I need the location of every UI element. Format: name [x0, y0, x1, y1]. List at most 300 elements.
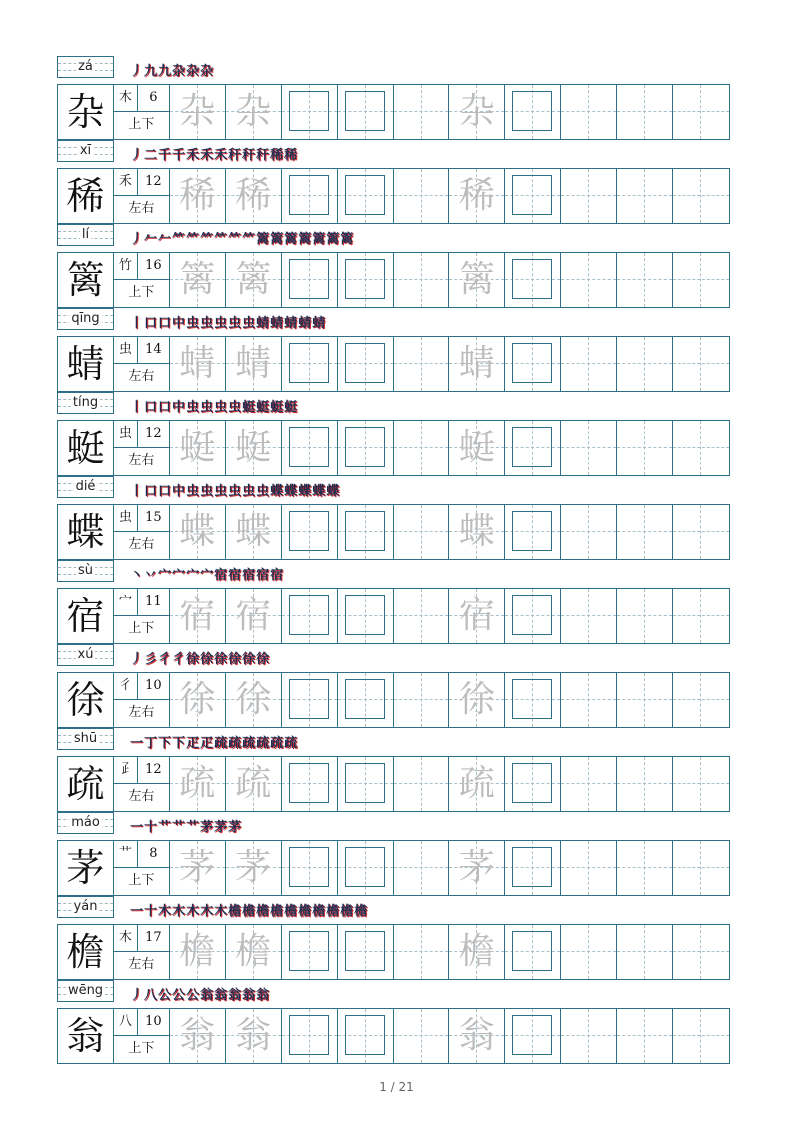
pinyin-text: tíng: [72, 395, 99, 410]
practice-cell[interactable]: [338, 589, 394, 643]
practice-cell[interactable]: [449, 253, 505, 307]
practice-cell[interactable]: [226, 421, 282, 475]
practice-cell[interactable]: [561, 1009, 617, 1063]
practice-cell[interactable]: [617, 589, 673, 643]
practice-cell[interactable]: [561, 841, 617, 895]
stroke-step: 艹: [158, 820, 172, 835]
pinyin-box: [57, 980, 114, 1002]
inner-box: [345, 679, 385, 719]
inner-box: [345, 175, 385, 215]
practice-cell[interactable]: [561, 925, 617, 979]
practice-cell[interactable]: [226, 1009, 282, 1063]
trace-character: 茅: [458, 847, 495, 888]
practice-cell[interactable]: [617, 421, 673, 475]
practice-cell[interactable]: [561, 589, 617, 643]
stroke-step: 疋: [200, 736, 214, 751]
character-info: [114, 589, 170, 643]
character-row: [57, 140, 730, 224]
stroke-count: 17: [138, 925, 169, 952]
inner-box: [512, 259, 552, 299]
practice-cell[interactable]: [226, 757, 282, 811]
main-character: 蜻: [58, 337, 114, 391]
stroke-step: 徐: [256, 652, 270, 667]
stroke-step: 蜻: [284, 316, 298, 331]
practice-cell[interactable]: [505, 925, 561, 979]
practice-cell[interactable]: [282, 505, 338, 559]
stroke-step: 蝶: [284, 484, 298, 499]
radical: 𤴔: [114, 757, 138, 784]
stroke-step: 杂: [186, 64, 200, 79]
inner-box: [289, 931, 329, 971]
practice-cell[interactable]: [673, 85, 729, 139]
stroke-step: 徐: [200, 652, 214, 667]
stroke-step: 虫: [186, 316, 200, 331]
stroke-step: 虫: [200, 484, 214, 499]
structure: 左右: [128, 705, 155, 720]
stroke-step: 篱: [270, 232, 284, 247]
trace-character: 稀: [458, 175, 495, 216]
stroke-step: 虫: [186, 484, 200, 499]
stroke-step: 中: [172, 400, 186, 415]
stroke-step: 茅: [228, 820, 242, 835]
inner-box: [512, 595, 552, 635]
stroke-step: 木: [186, 904, 200, 919]
practice-cell[interactable]: [226, 253, 282, 307]
practice-cell[interactable]: [449, 169, 505, 223]
practice-cell[interactable]: [282, 253, 338, 307]
practice-cell[interactable]: [449, 1009, 505, 1063]
trace-character: 蜻: [235, 343, 272, 384]
stroke-step: 禾: [186, 148, 200, 163]
inner-box: [289, 763, 329, 803]
practice-cell[interactable]: [338, 337, 394, 391]
stroke-step: 口: [158, 400, 172, 415]
trace-character: 稀: [179, 175, 216, 216]
pinyin-text: dié: [75, 479, 96, 494]
writing-grid: [57, 252, 730, 308]
practice-cell[interactable]: [394, 85, 450, 139]
stroke-step: 疏: [228, 736, 242, 751]
inner-box: [289, 595, 329, 635]
practice-cell[interactable]: [561, 169, 617, 223]
practice-cell[interactable]: [561, 673, 617, 727]
stroke-step: 徐: [214, 652, 228, 667]
practice-cell[interactable]: [338, 253, 394, 307]
inner-box: [289, 91, 329, 131]
practice-cell[interactable]: [338, 841, 394, 895]
practice-cell[interactable]: [617, 85, 673, 139]
stroke-step: 九: [158, 64, 172, 79]
practice-cell[interactable]: [505, 337, 561, 391]
trace-character: 宿: [179, 595, 216, 636]
practice-cell[interactable]: [617, 1009, 673, 1063]
character-row: [57, 560, 730, 644]
stroke-step: ⺮: [200, 232, 214, 247]
practice-cell[interactable]: [505, 85, 561, 139]
stroke-order: [130, 144, 297, 162]
inner-box: [345, 763, 385, 803]
practice-cell[interactable]: [170, 421, 226, 475]
stroke-count: 15: [138, 505, 169, 532]
pinyin-box: [57, 224, 114, 246]
practice-cell[interactable]: [561, 505, 617, 559]
practice-cell[interactable]: [617, 673, 673, 727]
practice-cell[interactable]: [170, 925, 226, 979]
inner-box: [289, 343, 329, 383]
trace-character: 徐: [235, 679, 272, 720]
character-row: [57, 812, 730, 896]
trace-character: 檐: [235, 931, 272, 972]
practice-cell[interactable]: [282, 337, 338, 391]
practice-cell[interactable]: [282, 1009, 338, 1063]
practice-cell[interactable]: [282, 85, 338, 139]
stroke-step: 口: [158, 484, 172, 499]
practice-cell[interactable]: [505, 757, 561, 811]
stroke-step: 口: [144, 400, 158, 415]
practice-cell[interactable]: [170, 169, 226, 223]
trace-character: 翁: [458, 1015, 495, 1056]
radical: 木: [114, 85, 138, 112]
practice-cell[interactable]: [338, 421, 394, 475]
inner-box: [512, 847, 552, 887]
radical: 艹: [114, 841, 138, 868]
stroke-step: 宿: [242, 568, 256, 583]
writing-grid: [57, 588, 730, 644]
practice-cell[interactable]: [338, 505, 394, 559]
character-row: [57, 224, 730, 308]
trace-character: 蝶: [458, 511, 495, 552]
stroke-step: 公: [172, 988, 186, 1003]
character-info: [114, 85, 170, 139]
main-character: 檐: [58, 925, 114, 979]
trace-character: 疏: [235, 763, 272, 804]
character-info: [114, 841, 170, 895]
stroke-count: 12: [138, 169, 169, 196]
pinyin-text: qīng: [71, 311, 100, 326]
practice-cell[interactable]: [673, 673, 729, 727]
stroke-step: 艹: [172, 820, 186, 835]
stroke-step: 丷: [144, 568, 158, 583]
stroke-order: [130, 900, 367, 918]
character-info: [114, 169, 170, 223]
practice-cell[interactable]: [505, 589, 561, 643]
practice-cell[interactable]: [226, 841, 282, 895]
stroke-step: 稀: [270, 148, 284, 163]
practice-cell[interactable]: [226, 673, 282, 727]
stroke-step: 虫: [200, 316, 214, 331]
practice-cell[interactable]: [673, 841, 729, 895]
practice-cell[interactable]: [561, 421, 617, 475]
trace-character: 蝶: [235, 511, 272, 552]
trace-character: 翁: [179, 1015, 216, 1056]
practice-cell[interactable]: [170, 85, 226, 139]
stroke-step: 徐: [186, 652, 200, 667]
practice-cell[interactable]: [617, 169, 673, 223]
practice-cell[interactable]: [170, 337, 226, 391]
practice-cell[interactable]: [449, 925, 505, 979]
practice-cell[interactable]: [338, 169, 394, 223]
stroke-step: ⺮: [228, 232, 242, 247]
stroke-step: 一: [130, 820, 144, 835]
writing-grid: [57, 756, 730, 812]
practice-cell[interactable]: [170, 253, 226, 307]
practice-cell[interactable]: [505, 253, 561, 307]
pinyin-box: [57, 392, 114, 414]
stroke-step: 千: [158, 148, 172, 163]
stroke-step: 宀: [186, 568, 200, 583]
practice-cell[interactable]: [617, 841, 673, 895]
practice-cell[interactable]: [449, 841, 505, 895]
stroke-count: 6: [138, 85, 169, 112]
practice-cell[interactable]: [394, 253, 450, 307]
stroke-step: 茅: [200, 820, 214, 835]
practice-cell[interactable]: [449, 337, 505, 391]
practice-cell[interactable]: [394, 169, 450, 223]
inner-box: [512, 343, 552, 383]
stroke-step: 虫: [228, 484, 242, 499]
inner-box: [289, 175, 329, 215]
practice-cell[interactable]: [170, 505, 226, 559]
inner-box: [512, 931, 552, 971]
practice-cell[interactable]: [561, 757, 617, 811]
practice-cell[interactable]: [338, 673, 394, 727]
inner-box: [289, 847, 329, 887]
stroke-step: 檐: [256, 904, 270, 919]
writing-grid: [57, 504, 730, 560]
pinyin-text: máo: [71, 815, 100, 830]
practice-cell[interactable]: [282, 589, 338, 643]
practice-cell[interactable]: [505, 1009, 561, 1063]
trace-character: 篱: [235, 259, 272, 300]
trace-character: 檐: [458, 931, 495, 972]
trace-character: 茅: [235, 847, 272, 888]
stroke-step: 禾: [200, 148, 214, 163]
stroke-step: 秆: [256, 148, 270, 163]
stroke-step: 丿: [130, 232, 144, 247]
stroke-step: 篱: [256, 232, 270, 247]
pinyin-text: yán: [73, 899, 98, 914]
writing-grid: [57, 1008, 730, 1064]
structure: 上下: [128, 285, 155, 300]
practice-cell[interactable]: [673, 253, 729, 307]
practice-cell[interactable]: [505, 673, 561, 727]
practice-cell[interactable]: [338, 757, 394, 811]
stroke-step: 檐: [326, 904, 340, 919]
practice-cell[interactable]: [394, 841, 450, 895]
stroke-count: 11: [138, 589, 169, 616]
stroke-step: 丿: [130, 64, 144, 79]
radical: 虫: [114, 421, 138, 448]
practice-cell[interactable]: [449, 505, 505, 559]
stroke-step: 𠂉: [144, 232, 158, 247]
trace-character: 徐: [458, 679, 495, 720]
practice-cell[interactable]: [226, 337, 282, 391]
inner-box: [512, 175, 552, 215]
practice-cell[interactable]: [394, 673, 450, 727]
radical: 虫: [114, 505, 138, 532]
stroke-step: 千: [172, 148, 186, 163]
practice-cell[interactable]: [170, 589, 226, 643]
practice-cell[interactable]: [282, 169, 338, 223]
practice-cell[interactable]: [226, 925, 282, 979]
practice-cell[interactable]: [673, 169, 729, 223]
practice-cell[interactable]: [226, 505, 282, 559]
practice-cell[interactable]: [282, 421, 338, 475]
practice-cell[interactable]: [505, 421, 561, 475]
practice-cell[interactable]: [338, 925, 394, 979]
practice-cell[interactable]: [394, 757, 450, 811]
practice-cell[interactable]: [282, 673, 338, 727]
practice-cell[interactable]: [394, 421, 450, 475]
structure: 左右: [128, 789, 155, 804]
character-info: [114, 505, 170, 559]
stroke-step: 翁: [200, 988, 214, 1003]
practice-cell[interactable]: [226, 169, 282, 223]
stroke-step: 疏: [256, 736, 270, 751]
practice-cell[interactable]: [673, 757, 729, 811]
trace-character: 杂: [458, 91, 495, 132]
stroke-step: ⺮: [172, 232, 186, 247]
practice-cell[interactable]: [617, 253, 673, 307]
pinyin-box: [57, 644, 114, 666]
practice-cell[interactable]: [394, 589, 450, 643]
practice-cell[interactable]: [617, 505, 673, 559]
practice-cell[interactable]: [449, 757, 505, 811]
trace-character: 檐: [179, 931, 216, 972]
inner-box: [512, 1015, 552, 1055]
trace-character: 篱: [179, 259, 216, 300]
stroke-step: 彡: [144, 652, 158, 667]
stroke-step: 二: [144, 148, 158, 163]
practice-cell[interactable]: [561, 337, 617, 391]
stroke-step: 蜻: [256, 316, 270, 331]
stroke-count: 16: [138, 253, 169, 280]
practice-cell[interactable]: [282, 757, 338, 811]
stroke-step: 蜓: [242, 400, 256, 415]
practice-cell[interactable]: [338, 1009, 394, 1063]
practice-cell[interactable]: [226, 589, 282, 643]
trace-character: 茅: [179, 847, 216, 888]
practice-cell[interactable]: [170, 1009, 226, 1063]
stroke-step: 蝶: [312, 484, 326, 499]
practice-cell[interactable]: [449, 85, 505, 139]
inner-box: [345, 931, 385, 971]
practice-cell[interactable]: [617, 925, 673, 979]
practice-cell[interactable]: [170, 841, 226, 895]
practice-cell[interactable]: [449, 673, 505, 727]
practice-cell[interactable]: [394, 925, 450, 979]
structure: 左右: [128, 537, 155, 552]
practice-cell[interactable]: [394, 1009, 450, 1063]
stroke-step: 一: [130, 904, 144, 919]
stroke-step: 下: [158, 736, 172, 751]
stroke-step: 蝶: [270, 484, 284, 499]
practice-cell[interactable]: [617, 337, 673, 391]
trace-character: 宿: [235, 595, 272, 636]
stroke-step: 下: [172, 736, 186, 751]
inner-box: [289, 259, 329, 299]
stroke-order: [130, 984, 269, 1002]
practice-cell[interactable]: [226, 85, 282, 139]
pinyin-text: xī: [79, 143, 92, 158]
radical: 宀: [114, 589, 138, 616]
practice-cell[interactable]: [338, 85, 394, 139]
character-row: [57, 728, 730, 812]
inner-box: [345, 427, 385, 467]
pinyin-box: [57, 728, 114, 750]
stroke-order: [130, 60, 213, 78]
practice-cell[interactable]: [505, 505, 561, 559]
stroke-order: [130, 648, 269, 666]
pinyin-text: wēng: [67, 983, 104, 998]
practice-cell[interactable]: [673, 925, 729, 979]
stroke-step: 蜻: [270, 316, 284, 331]
practice-cell[interactable]: [561, 85, 617, 139]
practice-cell[interactable]: [282, 841, 338, 895]
pinyin-text: xú: [77, 647, 94, 662]
stroke-step: 虫: [242, 316, 256, 331]
trace-character: 徐: [179, 679, 216, 720]
practice-cell[interactable]: [505, 169, 561, 223]
stroke-step: 虫: [214, 484, 228, 499]
practice-cell[interactable]: [561, 253, 617, 307]
main-character: 徐: [58, 673, 114, 727]
inner-box: [345, 595, 385, 635]
practice-cell[interactable]: [394, 337, 450, 391]
radical: 彳: [114, 673, 138, 700]
stroke-step: 丨: [130, 484, 144, 499]
inner-box: [345, 91, 385, 131]
practice-cell[interactable]: [170, 673, 226, 727]
main-character: 茅: [58, 841, 114, 895]
stroke-step: 蜻: [298, 316, 312, 331]
practice-cell[interactable]: [282, 925, 338, 979]
trace-character: 蜓: [235, 427, 272, 468]
main-character: 翁: [58, 1009, 114, 1063]
practice-cell[interactable]: [505, 841, 561, 895]
stroke-step: 篱: [312, 232, 326, 247]
trace-character: 杂: [235, 91, 272, 132]
main-character: 稀: [58, 169, 114, 223]
main-character: 杂: [58, 85, 114, 139]
trace-character: 蜓: [179, 427, 216, 468]
stroke-step: 公: [158, 988, 172, 1003]
main-character: 蜓: [58, 421, 114, 475]
practice-cell[interactable]: [394, 505, 450, 559]
practice-cell[interactable]: [673, 1009, 729, 1063]
stroke-step: 檐: [284, 904, 298, 919]
practice-cell[interactable]: [449, 421, 505, 475]
inner-box: [289, 1015, 329, 1055]
character-info: [114, 1009, 170, 1063]
stroke-step: 虫: [200, 400, 214, 415]
stroke-step: 木: [214, 904, 228, 919]
character-info: [114, 253, 170, 307]
practice-cell[interactable]: [673, 505, 729, 559]
practice-cell[interactable]: [673, 337, 729, 391]
practice-cell[interactable]: [617, 757, 673, 811]
practice-cell[interactable]: [673, 421, 729, 475]
practice-cell[interactable]: [673, 589, 729, 643]
stroke-count: 12: [138, 421, 169, 448]
pinyin-box: [57, 56, 114, 78]
character-info: [114, 757, 170, 811]
practice-cell[interactable]: [449, 589, 505, 643]
main-character: 篱: [58, 253, 114, 307]
structure: 左右: [128, 201, 155, 216]
practice-cell[interactable]: [170, 757, 226, 811]
pinyin-box: [57, 560, 114, 582]
